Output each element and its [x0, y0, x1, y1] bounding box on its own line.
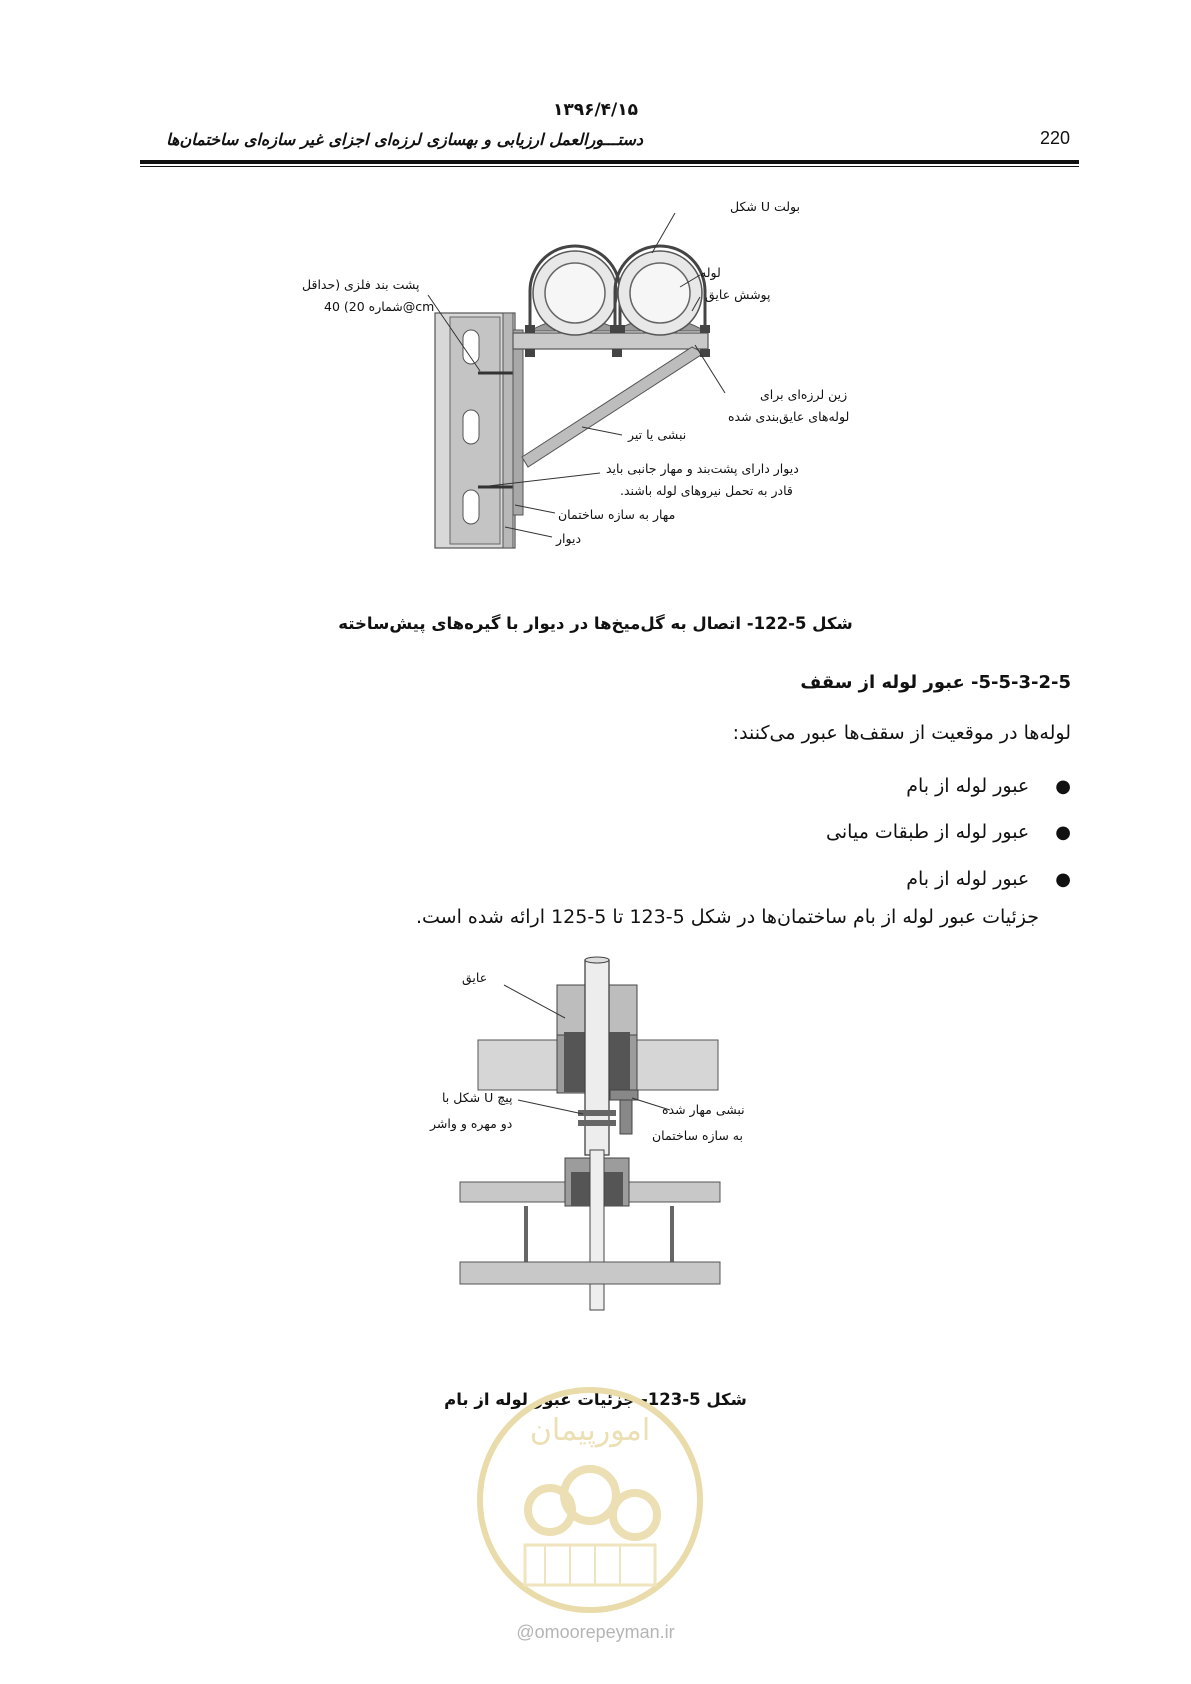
figure-wall-bracket — [300, 195, 920, 595]
list-item-text: عبور لوله از طبقات میانی — [826, 821, 1030, 843]
label-wall-note-line1: دیوار دارای پشت‌بند و مهار جانبی باید — [606, 461, 799, 476]
list-item-text: عبور لوله از بام — [906, 868, 1030, 890]
bullet-dot: ● — [1055, 821, 1071, 843]
label-pipe: لوله — [700, 265, 721, 280]
label-angle-line1: نبشی مهار شده — [662, 1102, 745, 1117]
list-item-text: عبور لوله از بام — [906, 775, 1030, 797]
header-rule-thin — [140, 166, 1079, 167]
label-angle-line2: به سازه ساختمان — [652, 1128, 743, 1143]
label-u-bolt: بولت U شکل — [730, 199, 800, 214]
watermark-text: امورپیمان — [529, 1413, 651, 1448]
section-detail: جزئیات عبور لوله از بام ساختمان‌ها در شکل 5-123 تا 5-125 ارائه شده است. — [415, 906, 1039, 928]
label-wall: دیوار — [556, 531, 582, 546]
running-title: دستـــورالعمل ارزیابی و بهسازی لرزه‌ای اجزای غیر سازه‌ای ساختمان‌ها — [166, 130, 643, 149]
label-saddle-line2: لوله‌های عایق‌بندی شده — [728, 409, 850, 424]
list-item — [906, 775, 1071, 797]
section-intro: لوله‌ها در موقعیت از سقف‌ها عبور می‌کنند: — [732, 722, 1071, 744]
bullet-dot: ● — [1055, 775, 1071, 797]
roof-penetration-drawing — [440, 950, 760, 1350]
label-anchor: مهار به سازه ساختمان — [558, 507, 676, 522]
header-rule-thick — [140, 160, 1079, 164]
section-heading: 5-5-3-2-5- عبور لوله از سقف — [800, 672, 1071, 693]
header-date: ۱۳۹۶/۴/۱۵ — [552, 100, 639, 120]
label-saddle-line1: زین لرزه‌ای برای — [760, 387, 848, 402]
label-angle-or-beam: نبشی یا تیر — [628, 427, 687, 442]
page-number: 220 — [1040, 128, 1071, 148]
label-insulation: پوشش عایق — [705, 287, 771, 302]
label-wall-note-line2: قادر به تحمل نیروهای لوله باشند. — [620, 483, 793, 498]
watermark-website: @omoorepeyman.ir — [516, 1622, 675, 1642]
figure-roof-penetration — [430, 950, 760, 1350]
bullet-dot: ● — [1055, 868, 1071, 890]
figure1-caption: شکل 5-122- اتصال به گل‌میخ‌ها در دیوار با گیره‌های پیش‌ساخته — [338, 614, 853, 633]
watermark-seal — [470, 1380, 710, 1620]
figure2-caption: شکل 5-123- جزئیات عبور لوله از بام — [444, 1390, 747, 1409]
list-item — [826, 821, 1071, 843]
label-backing-line2: شماره 20) 40@cm — [324, 299, 435, 314]
label-backing-line1: پشت بند فلزی (حداقل — [302, 277, 420, 292]
label-ubolt-line2: دو مهره و واشر — [430, 1116, 513, 1131]
list-item — [906, 868, 1071, 890]
label-ubolt-line1: پیچ U شکل با — [442, 1090, 513, 1105]
label-insulation: عایق — [462, 970, 488, 985]
